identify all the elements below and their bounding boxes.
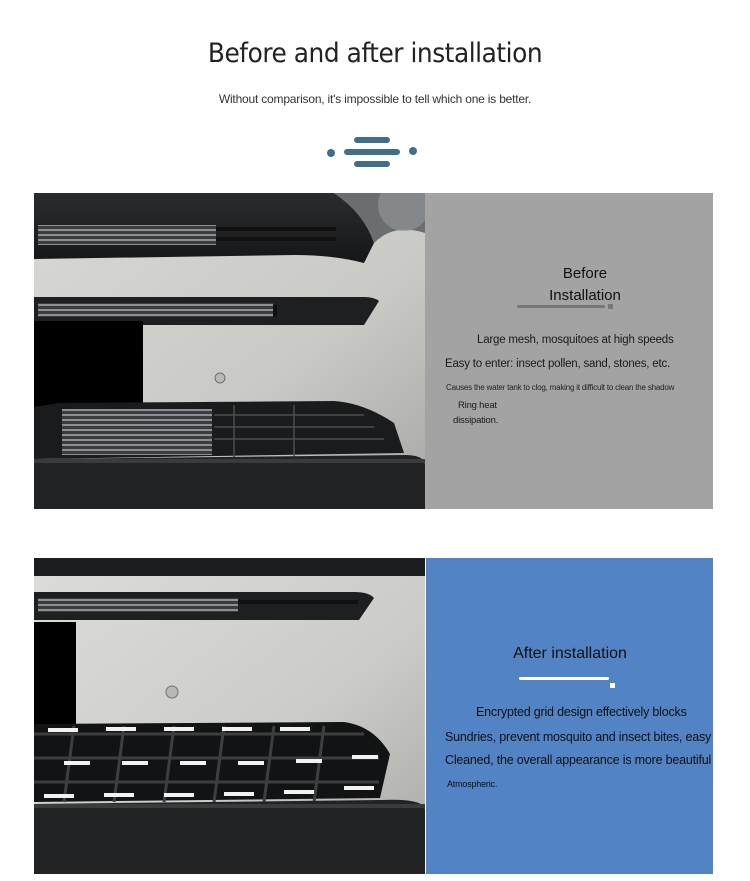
page-subtitle: Without comparison, it's impossible to tell which one is better. — [218, 92, 532, 106]
after-grille-photo — [34, 558, 425, 874]
before-heading-line2: Installation — [549, 287, 621, 304]
after-line-3: Cleaned, the overall appearance is more beautiful — [445, 753, 712, 767]
divider-lines-icon — [326, 135, 418, 169]
before-description-panel — [425, 193, 713, 509]
before-heading — [515, 263, 655, 307]
after-line-1: Encrypted grid design effectively blocks — [476, 705, 687, 719]
after-heading: After installation — [513, 645, 627, 662]
before-line-5: dissipation. — [453, 415, 499, 426]
after-line-4: Atmospheric. — [447, 779, 498, 789]
before-installation-panel — [34, 193, 713, 509]
before-line-2: Easy to enter: insect pollen, sand, stones, etc. — [445, 358, 671, 370]
after-installation-panel — [34, 558, 713, 874]
car-grille-before-image — [34, 193, 425, 509]
page-title: Before and after installation — [207, 38, 543, 69]
heading-underline-icon — [519, 675, 615, 689]
before-grille-photo — [34, 193, 425, 509]
before-line-4: Ring heat — [458, 400, 497, 411]
after-line-2: Sundries, prevent mosquito and insect bites, easy — [445, 730, 712, 744]
after-description-panel — [426, 558, 713, 874]
before-heading-line1: Before — [562, 265, 608, 282]
heading-underline-icon — [517, 303, 613, 311]
before-line-1: Large mesh, mosquitoes at high speeds — [477, 334, 674, 346]
before-line-3: Causes the water tank to clog, making it difficult to clean the shadow — [446, 383, 675, 392]
car-grille-after-image — [34, 558, 425, 874]
